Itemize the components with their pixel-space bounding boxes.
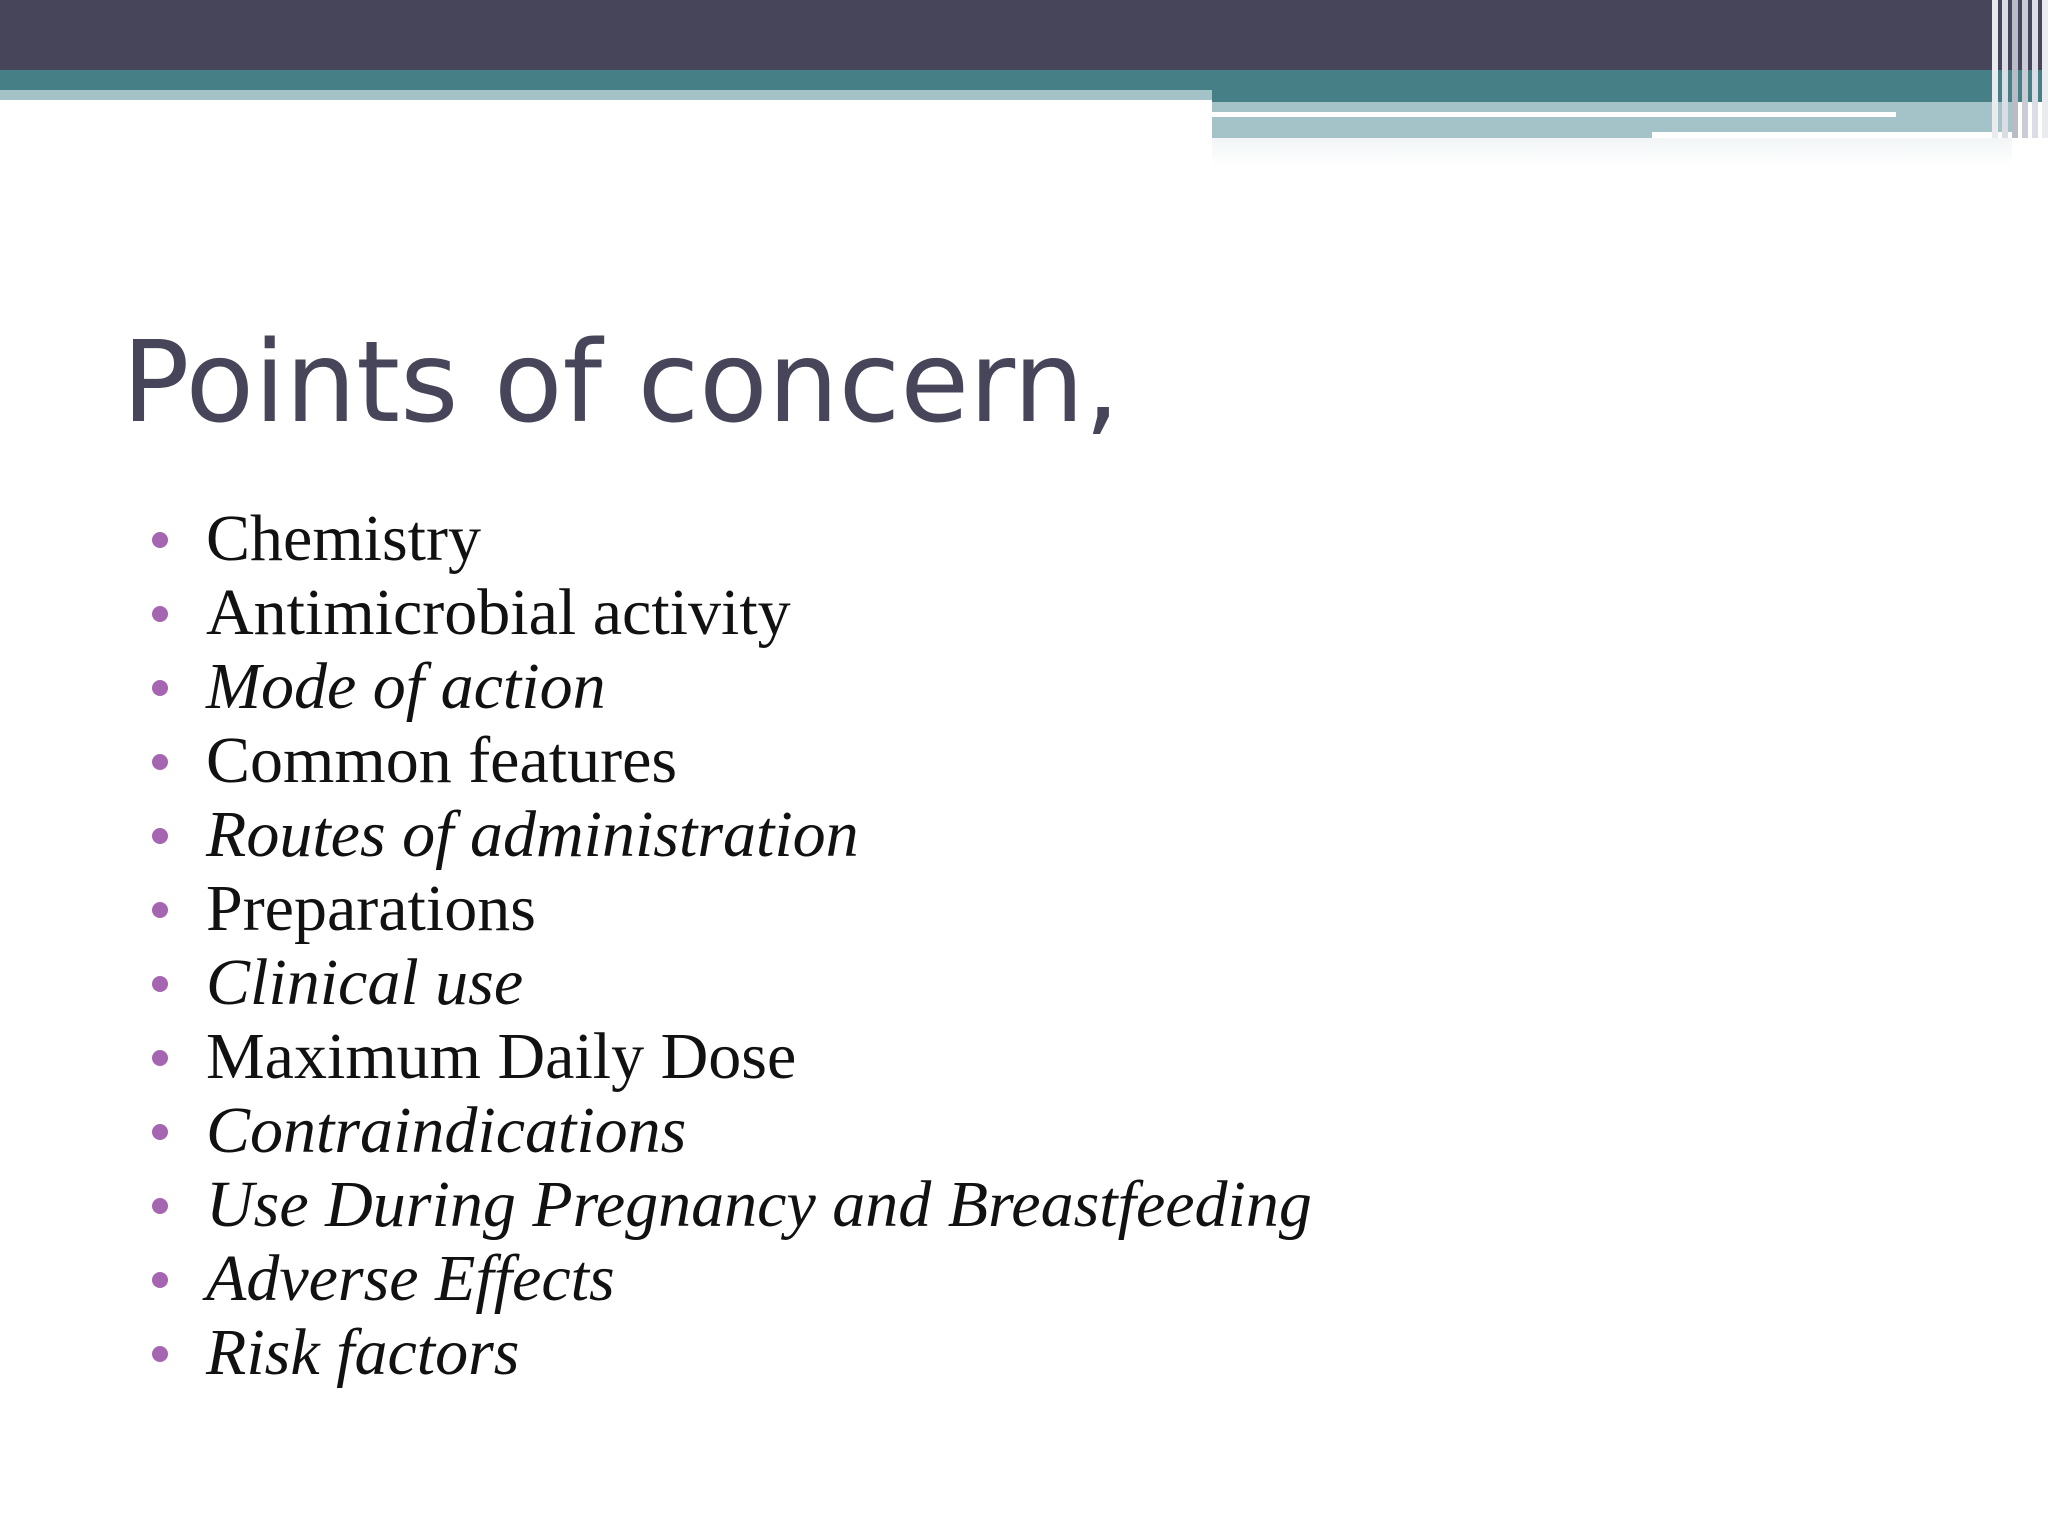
bullet-item bbox=[148, 1020, 1312, 1094]
bullet-text: Antimicrobial activity bbox=[206, 576, 791, 649]
bullet-dot-icon bbox=[152, 1346, 168, 1362]
bullet-dot-icon bbox=[152, 828, 168, 844]
bullet-text: Common features bbox=[206, 724, 678, 797]
bullet-item bbox=[148, 798, 1312, 872]
bullet-item bbox=[148, 1168, 1312, 1242]
bullet-item bbox=[148, 946, 1312, 1020]
bullet-dot-icon bbox=[152, 532, 168, 548]
bullet-item bbox=[148, 1316, 1312, 1390]
header-dark-band bbox=[0, 0, 2048, 70]
bullet-dot-icon bbox=[152, 1272, 168, 1288]
edge-stripe bbox=[2012, 0, 2018, 138]
bullet-dot-icon bbox=[152, 680, 168, 696]
header-edge-stripes bbox=[1992, 0, 2048, 138]
bullet-text: Maximum Daily Dose bbox=[206, 1020, 797, 1093]
edge-stripe bbox=[2002, 0, 2008, 138]
bullet-text: Routes of administration bbox=[206, 798, 859, 871]
edge-stripe bbox=[2032, 0, 2038, 138]
bullet-text: Risk factors bbox=[206, 1316, 520, 1389]
header-soft-fade bbox=[1212, 138, 2012, 166]
bullet-item bbox=[148, 1094, 1312, 1168]
bullet-text: Adverse Effects bbox=[206, 1242, 615, 1315]
bullet-item bbox=[148, 724, 1312, 798]
edge-stripe bbox=[2022, 0, 2028, 138]
edge-stripe bbox=[1992, 0, 1998, 138]
bullet-dot-icon bbox=[152, 902, 168, 918]
bullet-text: Mode of action bbox=[206, 650, 606, 723]
bullet-item bbox=[148, 1242, 1312, 1316]
bullet-item bbox=[148, 576, 1312, 650]
bullet-item bbox=[148, 650, 1312, 724]
header-light-band-left bbox=[0, 90, 1212, 100]
bullet-dot-icon bbox=[152, 1198, 168, 1214]
bullet-dot-icon bbox=[152, 606, 168, 622]
header-teal-band-right bbox=[1212, 90, 2048, 102]
bullet-text: Contraindications bbox=[206, 1094, 687, 1167]
header-white-line bbox=[1212, 112, 1896, 117]
bullet-dot-icon bbox=[152, 976, 168, 992]
bullet-text: Preparations bbox=[206, 872, 536, 945]
bullet-dot-icon bbox=[152, 1050, 168, 1066]
bullet-text: Chemistry bbox=[206, 502, 481, 575]
bullet-text: Use During Pregnancy and Breastfeeding bbox=[206, 1168, 1312, 1241]
bullet-dot-icon bbox=[152, 1124, 168, 1140]
slide-title: Points of concern, bbox=[122, 318, 1120, 448]
header-teal-band bbox=[0, 70, 2048, 90]
bullet-item bbox=[148, 502, 1312, 576]
bullet-dot-icon bbox=[152, 754, 168, 770]
edge-stripe bbox=[2042, 0, 2048, 138]
bullet-item bbox=[148, 872, 1312, 946]
bullet-text: Clinical use bbox=[206, 946, 524, 1019]
bullet-list bbox=[148, 502, 1312, 1390]
